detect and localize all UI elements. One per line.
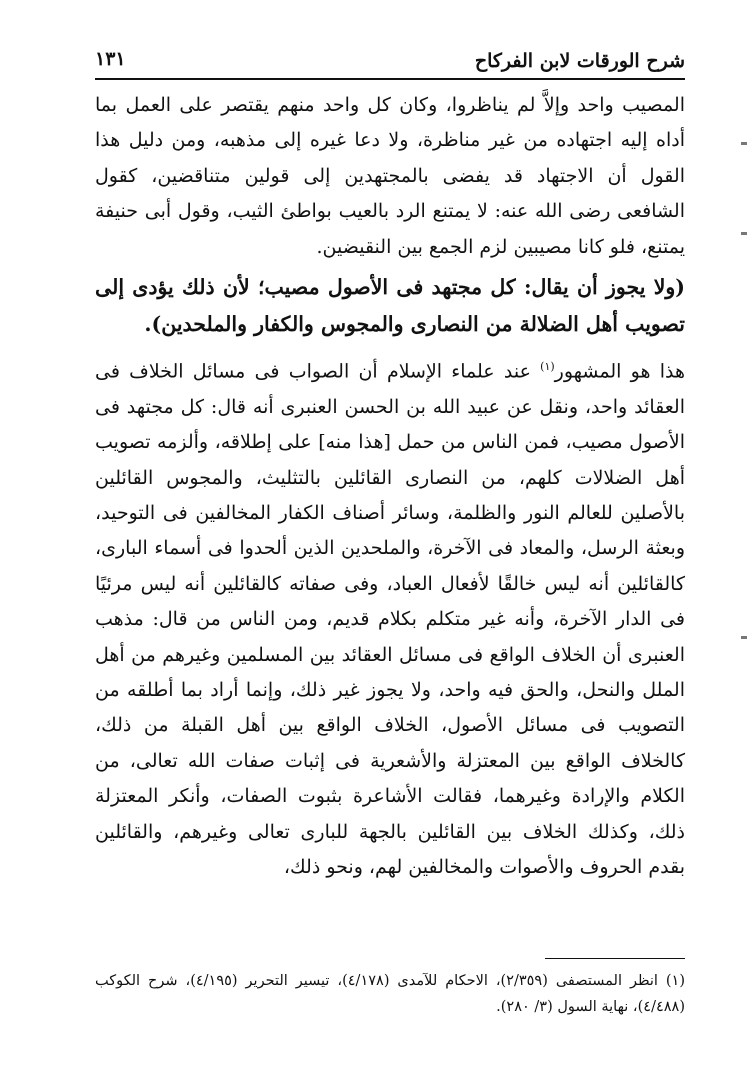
footnote-reference: (١)	[540, 360, 555, 374]
paragraph-2-rest: عند علماء الإسلام أن الصواب فى مسائل الخلاف فى العقائد واحد، ونقل عن عبيد الله بن الحسن العنبرى أنه قال: كل مجتهد فى الأصول مصيب، فمن الناس من حمل [هذا منه] على إطلاقه، وألزمه تصويب أهل الضلالات كلهم، من النصارى القائلين بالتثليث، والمجوس القائلين بالأصلين للعالم النور والظلمة، وسائر أصناف الكفار المخالفين فى التوحيد، وبعثة الرسل، والمعاد فى الآخرة، والملحدين الذين ألحدوا فى أسماء البارى، كالقائلين أنه ليس خالقًا لأفعال العباد، وفى صفاته كالقائلين أنه ليس مرئيًا فى الدار الآخرة، وأنه غير متكلم بكلام قديم، ومن الناس من قال: مذهب العنبرى أن الخلاف الواقع فى مسائل العقائد بين المسلمين وغيرهم من أهل الملل والنحل، والحق فيه واحد، ولا يجوز غير ذلك، وإنما أراد بما أطلقه من التصويب فى مسائل الأصول، الخلاف الواقع بين أهل القبلة من ذلك، كالخلاف الواقع بين المعتزلة والأشعرية فى إثبات صفات الله تعالى، من الكلام والإرادة وغيرهما، فقالت الأشاعرة بثبوت الصفات، وأنكر المعتزلة ذلك، وكذلك الخلاف بين القائلين بالجهة للبارى تعالى وغيرهم، والقائلين بقدم الحروف والأصوات والمخالفين لهم، ونحو ذلك،	[95, 360, 686, 879]
page-number: ١٣١	[95, 48, 126, 70]
footnotes	[95, 968, 685, 1020]
main-text	[95, 88, 685, 885]
margin-mark	[741, 232, 747, 235]
header-title: شرح الورقات لابن الفركاح	[474, 50, 685, 72]
footnote-1: (١) انظر المستصفى (٢/٣٥٩)، الاحكام للآمدى (٤/١٧٨)، تيسير التحرير (٤/١٩٥)، شرح الكوكب (٤/٤٨٨)، نهاية السول (٣/ ٢٨٠).	[95, 973, 685, 1015]
running-header	[95, 46, 685, 76]
matn-quote: (ولا يجوز أن يقال: كل مجتهد فى الأصول مصيب؛ لأن ذلك يؤدى إلى تصويب أهل الضلالة من النصارى والمجوس والكفار والملحدين).	[95, 275, 685, 337]
margin-mark	[741, 142, 747, 145]
margin-mark	[741, 636, 747, 639]
commentary-paragraph-2	[95, 349, 685, 885]
header-rule	[95, 78, 685, 80]
footnote-rule	[545, 958, 685, 959]
paragraph-2-start: هذا هو المشهور	[554, 360, 685, 383]
commentary-paragraph-1: المصيب واحد وإلاَّ لم يناظروا، وكان كل واحد منهم يقتصر على العمل بما أداه إليه اجتهاده من غير مناظرة، ولا دعا غيره إلى مذهبه، ومن دليل هذا القول أن الاجتهاد قد يفضى بالمجتهدين إلى قولين متناقضين، كقول الشافعى رضى الله عنه: لا يمتنع الرد بالعيب بواطئ الثيب، وقول أبى حنيفة يمتنع، فلو كانا مصيبين لزم الجمع بين النقيضين.	[95, 94, 685, 258]
